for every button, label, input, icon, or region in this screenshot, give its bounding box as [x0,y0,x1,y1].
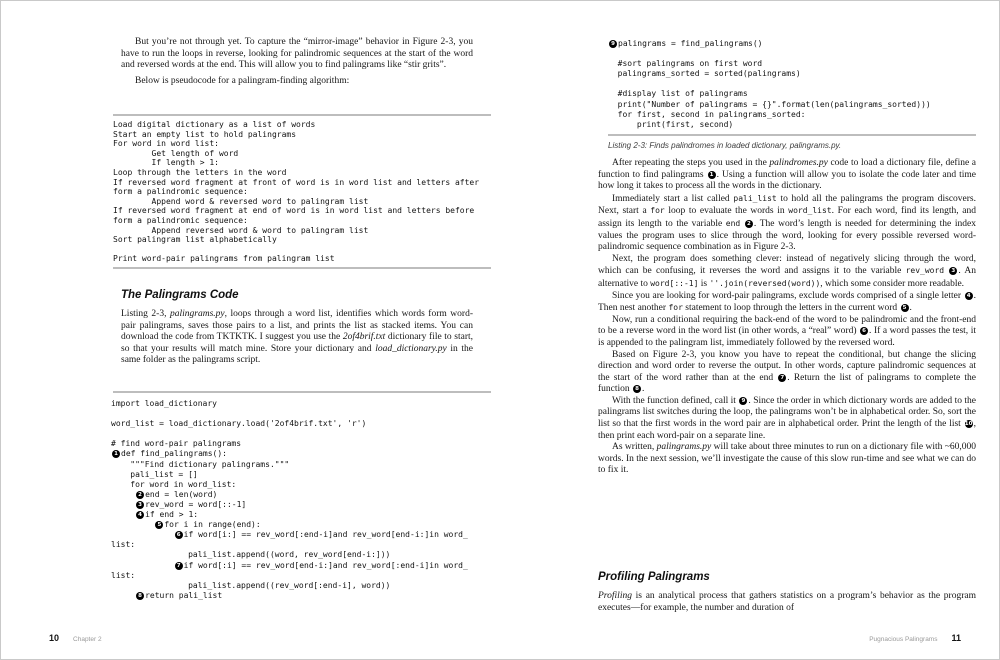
text-run: Next, the program does something clever: instead of negatively slicing through the word, which can be confusing, it reverses the word and assigns it to the variable [598,253,976,277]
inline-code: word_list [788,206,832,216]
page-number: 11 [951,633,961,643]
text-run: if word[:i] == rev_word[end-i:]and rev_word[:end-i]in word_ [183,560,468,570]
pseudocode-block [113,120,495,264]
right-page-footer [869,628,961,646]
text-run: . Since the order in which dictionary words are added to the palingrams list switches during the loop, the palingrams won’t be in alphabetical order. So, sort the list so that the first words in the word pair are in alphabetical order. Print the length of the list [598,395,977,430]
text-run: rev_word = word[::-1] [145,499,247,509]
italic-text: palingrams.py [656,442,712,453]
right-body-paragraphs [598,158,976,477]
text-run [111,591,135,600]
code-line [111,419,497,429]
inline-code: end [725,218,741,228]
text-run: Now, run a conditional requiring the back-end of the word to be palindromic and the front-end to be a reverse word in the word list (in other words, a “real” word) [598,314,976,337]
code-line [608,69,988,79]
code-line [111,470,497,480]
callout-number: 6 [860,327,868,335]
listing-caption: Listing 2-3: Finds palindromes in loaded dictionary, palingrams.py. [608,141,842,150]
text-run: dictionary file to start, so that your results will match mine. Store your dictionary and [121,332,473,354]
code-line [111,571,497,581]
inline-code: pali_list [733,193,777,203]
callout-number: 7 [175,562,183,570]
pseudocode-line: If reversed word fragment at end of word is in word list and letters before [113,206,475,216]
text-run: . [642,384,645,395]
page-number: 10 [49,633,60,643]
callout-number: 5 [155,521,163,529]
text-run: list: [111,540,136,550]
paragraph [598,350,976,396]
code-line [608,110,988,120]
text-run: . Using a function will allow you to isolate the code later and time how long it takes to process all the words in the dictionary. [598,169,976,192]
text-run: is [698,278,710,289]
palingrams-code-listing [111,399,497,601]
text-run: for i in range(end): [164,520,261,530]
paragraph [121,37,473,72]
text-run: palingrams = find_palingrams() [618,39,763,48]
text-run: With the function defined, call it [612,395,739,406]
code-line [111,510,497,520]
pseudocode-line [113,245,495,255]
italic-text: load_dictionary.py [375,343,447,354]
code-line [111,581,497,591]
italic-text: palindromes.py [769,158,828,168]
text-run: is an analytical process that gathers statistics on a program’s behavior as the program executes—for example, the number and duration of [598,591,976,613]
text-run [944,266,948,276]
code-line [608,120,988,130]
pseudocode-line: form a palindromic sequence: [113,187,248,197]
text-run: print("Number of palingrams = {}".format(len(palingrams_sorted))) [608,99,931,109]
text-run: Below is pseudocode for a palingram-finding algorithm: [135,75,350,86]
text-run: palingrams_sorted = sorted(palingrams) [608,69,801,79]
paragraph [121,76,473,88]
callout-number: 9 [609,40,617,48]
inline-code: rev_word [905,266,945,276]
left-page-footer [49,628,102,646]
pseudocode-line: Start an empty list to hold palingrams [113,129,297,139]
code-line [111,429,497,439]
code-line [111,449,497,459]
code-line [111,591,497,601]
listing-top-rule [113,391,491,393]
text-run [111,561,174,570]
inline-code: word[::-1] [650,278,699,288]
running-head: Pugnacious Palingrams [869,636,938,643]
text-run: for first, second in palingrams_sorted: [608,109,806,119]
paragraph [598,591,976,614]
code-line [111,540,497,550]
pseudocode-line: Print word-pair palingrams from palingram list [113,254,335,264]
code-line [111,409,497,419]
callout-number: 1 [708,171,716,179]
text-run: to hold all the palingrams the program discovers. Next, start a [598,193,976,217]
callout-number: 8 [633,385,641,393]
code-line [608,59,988,69]
palingrams-code-paragraph [121,309,473,367]
running-head: Chapter 2 [73,636,102,643]
text-run: in the same folder as the palingrams script. [121,343,474,366]
code-line [111,439,497,449]
pseudocode-line: Loop through the letters in the word [113,167,287,177]
text-run: if end > 1: [145,510,199,520]
text-run [111,530,174,539]
pseudocode-bottom-rule [113,267,491,269]
text-run: word_list = load_dictionary.load('2of4brif.txt', 'r') [111,419,367,429]
palingrams-code-listing-continued [608,39,988,130]
text-run: end = len(word) [145,489,218,499]
text-run: . Return the list of palingrams to complete the function [598,372,976,395]
pseudocode-top-rule [113,114,491,116]
pseudocode-line: Sort palingram list alphabetically [113,235,277,245]
callout-number: 9 [739,397,747,405]
code-line [111,550,497,560]
code-line [111,520,497,530]
code-line [111,561,497,571]
callout-number: 4 [136,511,144,519]
text-run: if word[i:] == rev_word[:end-i]and rev_word[end-i:]in word_ [183,530,468,540]
paragraph [598,254,976,291]
text-run: . The word’s length is needed for determining the index values the program uses to slice through the word, looking for every possible reversed word-palindromic sequence combination as in Figure 2-3. [598,218,976,253]
text-run: import load_dictionary [111,399,217,408]
code-line [608,39,988,49]
pseudocode-line: If length > 1: [113,158,219,168]
text-run: After repeating the steps you used in the [612,158,770,168]
inline-code: ''.join(reversed(word)) [709,278,821,288]
text-run: # find word-pair palingrams [111,439,242,449]
text-run: def find_palingrams(): [121,449,227,459]
paragraph [598,396,976,442]
inline-code: for [668,303,683,313]
callout-number: 6 [175,531,183,539]
callout-number: 3 [949,267,957,275]
text-run: return pali_list [145,590,223,600]
text-run [111,520,154,529]
code-line [608,100,988,110]
text-run: As written, [612,442,657,453]
text-run [111,500,135,509]
text-run: . For each word, find its length, and assign its length to the variable [598,206,976,229]
text-run: pali_list = [] [111,469,198,479]
left-intro-paragraphs [121,37,473,87]
text-run: for word in word_list: [111,479,237,489]
code-line [608,89,988,99]
text-run: Based on Figure 2-3, you know you have to repeat the conditional, but change the slicing direction and word order to reverse the output. In other words, capture palindromic sequences at the start of the word rather than at the end [598,349,976,383]
inline-code: for [650,206,665,216]
paragraph [598,442,976,477]
code-line [111,530,497,540]
callout-number: 10 [964,421,973,428]
code-line [111,399,497,409]
callout-number: 4 [965,292,973,300]
paragraph [598,158,976,193]
callout-number: 2 [745,220,753,228]
pseudocode-line: Append word & reversed word to palingram list [113,196,369,206]
code-line [111,480,497,490]
callout-number: 7 [778,374,786,382]
pseudocode-line: For word in word list: [113,139,219,149]
pseudocode-line: Load digital dictionary as a list of words [113,120,316,129]
pseudocode-line: Get length of word [113,148,239,158]
callout-number: 3 [136,501,144,509]
text-run: , loops through a word list, identifies which words form word-pair palingrams, saves those pairs to a list, and prints the list as stacked items. You can download the code from TKTKTK. I suggest you use the [121,309,473,343]
callout-number: 1 [112,450,120,458]
text-run: loop to evaluate the words in [664,206,789,217]
text-run: pali_list.append((rev_word[:end-i], word)) [111,580,391,590]
callout-number: 8 [136,592,144,600]
text-run [111,510,135,519]
text-run [111,490,135,499]
text-run: , which some consider more readable. [820,278,965,289]
text-run: will take about three minutes to run on a dictionary file with ~60,000 words. In the next session, we’ll investigate the cause of this slow run-time and see what we can do to fix it. [598,442,977,476]
text-run: code to load a dictionary file, define a function to find palingrams [598,158,976,180]
code-line [111,490,497,500]
text-run: """Find dictionary palingrams.""" [111,459,290,469]
text-run: #sort palingrams on first word [608,59,763,69]
right-page [501,1,999,659]
italic-text: palingrams.py [170,309,225,319]
paragraph [598,291,976,315]
text-run: Listing 2-3, [121,309,170,319]
text-run: But you’re not through yet. To capture the “mirror-image” behavior in Figure 2-3, you have to run the loops in reverse, looking for palindromic sequences at the start of the word and reversed words at the end. This will allow you to find palingrams like “stir grits”. [121,37,473,71]
code-line [608,49,988,59]
text-run: Since you are looking for word-pair palingrams, exclude words comprised of a single letter [612,290,964,301]
callout-number: 5 [901,304,909,312]
pseudocode-line: Append reversed word & word to palingram list [113,225,369,235]
paragraph [598,193,976,254]
code-line [111,500,497,510]
paragraph [121,309,473,367]
callout-number: 2 [136,491,144,499]
text-run: #display list of palingrams [608,89,748,99]
text-run: . [909,303,912,314]
code-line [111,460,497,470]
italic-text: Profiling [598,591,632,601]
pseudocode-line: If reversed word fragment at front of word is in word list and letters after [113,177,480,187]
text-run: . Then nest another [598,290,976,314]
text-run: list: [111,570,136,580]
text-run: Immediately start a list called [612,193,734,204]
text-run: statement to loop through the letters in the current word [682,303,900,314]
text-run: print(first, second) [608,119,734,129]
section-heading-profiling-palingrams: Profiling Palingrams [598,571,710,583]
text-run: . If a word passes the test, it is appended to the palingram list, immediately followed by the reversed word. [598,326,976,348]
profiling-paragraph [598,591,976,614]
section-heading-palingrams-code: The Palingrams Code [121,289,239,301]
listing-bottom-rule [608,134,976,136]
left-page [1,1,501,659]
paragraph [598,315,976,350]
text-run: pali_list.append((word, rev_word[end-i:])) [111,550,391,560]
code-line [608,79,988,89]
italic-text: 2of4brif.txt [342,332,386,343]
text-run [740,219,744,229]
pseudocode-line: form a palindromic sequence: [113,215,248,225]
text-run: , then print each word-pair on a separate line. [598,419,976,441]
text-run: . An alternative to [598,266,976,289]
